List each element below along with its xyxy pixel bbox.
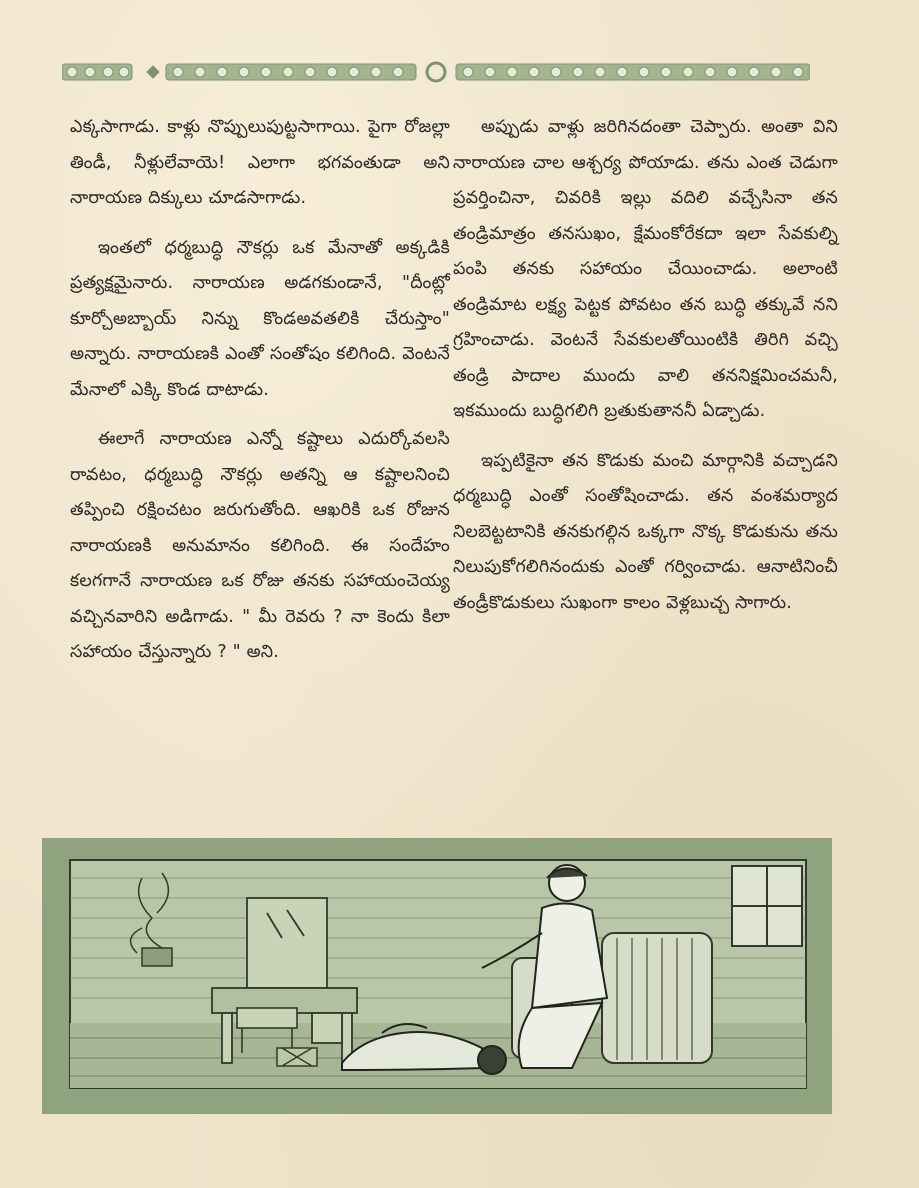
window: [732, 866, 802, 946]
border-diamond-icon: [147, 66, 159, 78]
paragraph: ఇప్పటికైనా తన కొడుకు మంచి మార్గానికి వచ్చాడని ధర్మబుద్ధి ఎంతో సంతోషించాడు. తన వంశమర్యాద నిలబెట్టటానికి తనకుగల్గిన ఒక్కగా నొక్క కొడుకును తను నిలుపుకోగలిగినందుకు ఎంతో గర్వించాడు. ఆనాటినించీ తండ్రీకొడుకులు సుఖంగా కాలం వెళ్లబుచ్చ సాగారు.: [453, 450, 838, 613]
illustration-drawing: [42, 838, 832, 1114]
border-ring-icon: [427, 63, 445, 81]
border-knot-group-middle: [166, 64, 416, 80]
left-text-column: [70, 110, 450, 685]
decorative-border-band: [62, 57, 810, 87]
paragraph: అప్పుడు వాళ్లు జరిగినదంతా చెప్పారు. అంతా విని నారాయణ చాల ఆశ్చర్య పోయాడు. తను ఎంత చెడుగా ప్రవర్తించినా, చివరికి ఇల్లు వదిలి వచ్చేసినా తన తండ్రిమాత్రం తనసుఖం, క్షేమంకోరేకదా ఇలా సేవకుల్ని పంపి తనకు సహాయం చేయించాడు. అలాంటి తండ్రిమాట లక్ష్య పెట్టక పోవటం తన బుద్ధి తక్కువే నని గ్రహించాడు. వెంటనే సేవకులతోయింటికి తిరిగి వచ్చి తండ్రి పాదాల ముందు వాలి తననిక్షమించమనీ, ఇకముందు బుద్ధిగలిగి బ్రతుకుతాననీ ఏడ్చాడు.: [453, 117, 838, 421]
border-knot-group-left: [62, 64, 132, 80]
paragraph: ఇంతలో ధర్మబుద్ధి నౌకర్లు ఒక మేనాతో అక్కడికి ప్రత్యక్షమైనారు. నారాయణ అడగకుండానే, "దీంట్లో కూర్చోఅబ్బాయ్ నిన్ను కొండఅవతలికి చేరుస్తాం" అన్నారు. నారాయణకి ఎంతో సంతోషం కలిగింది. వెంటనే మేనాలో ఎక్కి కొండ దాటాడు.: [70, 237, 450, 400]
right-text-column: [453, 110, 838, 635]
paragraph: ఈలాగే నారాయణ ఎన్నో కష్టాలు ఎదుర్కోవలసి రావటం, ధర్మబుద్ధి నౌకర్లు అతన్ని ఆ కష్టాలనించి తప్పించి రక్షించటం జరుగుతోంది. ఆఖరికి ఒక రోజున నారాయణకి అనుమానం కలిగింది. ఈ సందేహం కలగగానే నారాయణ ఒక రోజు తనకు సహాయంచెయ్య వచ్చినవారిని అడిగాడు. " మీ రెవరు ? నా కెందు కిలా సహాయం చేస్తున్నారు ? " అని.: [70, 429, 450, 662]
border-knot-group-right: [456, 64, 810, 80]
floor-basket: [277, 1048, 317, 1066]
paragraph: ఎక్కసాగాడు. కాళ్లు నొప్పులుపుట్టసాగాయి. పైగా రోజల్లా తిండీ, నీళ్లులేవాయె! ఎలాగా భగవంతుడా అని నారాయణ దిక్కులు చూడసాగాడు.: [70, 117, 450, 208]
story-illustration: [42, 838, 832, 1114]
